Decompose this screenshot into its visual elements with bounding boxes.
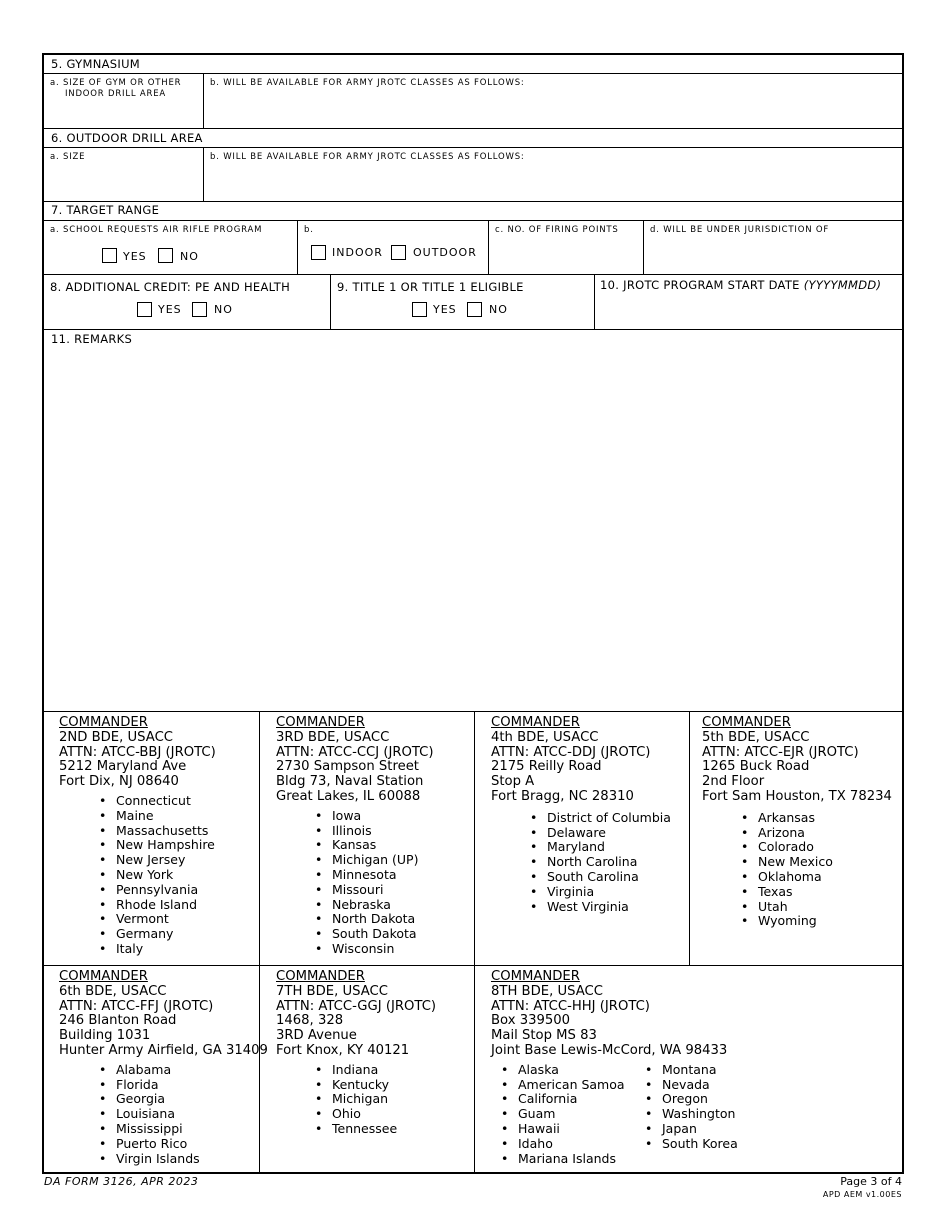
state-item: • Mississippi xyxy=(99,1122,268,1137)
commander-7th-bde xyxy=(260,966,475,1172)
state-list-secondary xyxy=(645,1063,738,1152)
state-item: • Connecticut xyxy=(99,794,216,809)
address-line: Bldg 73, Naval Station xyxy=(276,774,424,790)
state-item: • Minnesota xyxy=(315,868,434,883)
state-item: • Virginia xyxy=(530,885,671,900)
credit-no-label: NO xyxy=(214,303,233,316)
address-line: 5th BDE, USACC xyxy=(702,729,810,745)
state-item: • Michigan xyxy=(315,1092,436,1107)
title1-yes-label: YES xyxy=(433,303,457,316)
state-item: • Ohio xyxy=(315,1107,436,1122)
target-range-header xyxy=(44,202,902,221)
state-item: • Indiana xyxy=(315,1063,436,1078)
remarks-title: 11. REMARKS xyxy=(51,332,133,346)
address-line: Fort Dix, NJ 08640 xyxy=(59,774,179,790)
state-item: • Virgin Islands xyxy=(99,1152,268,1167)
state-item: • Georgia xyxy=(99,1092,268,1107)
commander-heading: COMMANDER xyxy=(276,715,365,730)
target-range-title: 7. TARGET RANGE xyxy=(51,203,160,217)
state-item: • Iowa xyxy=(315,809,434,824)
state-item: • Michigan (UP) xyxy=(315,853,434,868)
air-rifle-label: a. SCHOOL REQUESTS AIR RIFLE PROGRAM xyxy=(50,225,263,235)
state-item: • Kansas xyxy=(315,838,434,853)
commander-3rd-bde xyxy=(260,712,475,965)
state-item: • New Jersey xyxy=(99,853,216,868)
address-line: 6th BDE, USACC xyxy=(59,983,167,999)
state-item: • Vermont xyxy=(99,912,216,927)
gym-availability-field[interactable] xyxy=(204,74,902,128)
state-item: • Tennessee xyxy=(315,1122,436,1137)
address-line: 3RD Avenue xyxy=(276,1028,357,1044)
address-line: 2nd Floor xyxy=(702,774,765,790)
state-item: • Rhode Island xyxy=(99,898,216,913)
state-item: • Maine xyxy=(99,809,216,824)
credit-yes-checkbox[interactable] xyxy=(137,302,152,317)
title1-label: 9. TITLE 1 OR TITLE 1 ELIGIBLE xyxy=(337,280,524,294)
state-item: • District of Columbia xyxy=(530,811,671,826)
commander-heading: COMMANDER xyxy=(702,715,791,730)
air-rifle-yes-label: YES xyxy=(123,250,147,263)
state-item: • Missouri xyxy=(315,883,434,898)
address-line: ATTN: ATCC-BBJ (JROTC) xyxy=(59,744,216,760)
state-item: • Arkansas xyxy=(741,811,892,826)
state-item: • New York xyxy=(99,868,216,883)
address-line: 2175 Reilly Road xyxy=(491,759,602,775)
state-list xyxy=(741,811,892,929)
state-item: • South Korea xyxy=(645,1137,738,1152)
address-line: 5212 Maryland Ave xyxy=(59,759,187,775)
state-list xyxy=(99,794,216,957)
commander-8th-bde xyxy=(475,966,902,1172)
outdoor-label: OUTDOOR xyxy=(413,246,477,259)
air-rifle-no-checkbox[interactable] xyxy=(158,248,173,263)
state-item: • Washington xyxy=(645,1107,738,1122)
firing-points-label: c. NO. OF FIRING POINTS xyxy=(495,225,619,235)
state-item: • Hawaii xyxy=(501,1122,625,1137)
form-identifier: DA FORM 3126, APR 2023 xyxy=(44,1175,199,1188)
state-item: • California xyxy=(501,1092,625,1107)
state-list xyxy=(530,811,671,915)
state-item: • Nebraska xyxy=(315,898,434,913)
air-rifle-yes-checkbox[interactable] xyxy=(102,248,117,263)
state-item: • Arizona xyxy=(741,826,892,841)
address-line: 3RD BDE, USACC xyxy=(276,729,390,745)
title1-no-label: NO xyxy=(489,303,508,316)
outdoor-size-label: a. SIZE xyxy=(50,152,86,162)
state-item: • Oklahoma xyxy=(741,870,892,885)
state-item: • Wyoming xyxy=(741,914,892,929)
address-line: 1468, 328 xyxy=(276,1013,344,1029)
state-item: • Wisconsin xyxy=(315,942,434,957)
start-date-field[interactable] xyxy=(595,275,902,329)
title1-no-checkbox[interactable] xyxy=(467,302,482,317)
address-line: 246 Blanton Road xyxy=(59,1013,177,1029)
indoor-checkbox[interactable] xyxy=(311,245,326,260)
state-item: • New Mexico xyxy=(741,855,892,870)
gymnasium-title: 5. GYMNASIUM xyxy=(51,57,141,71)
state-item: • Massachusetts xyxy=(99,824,216,839)
state-item: • Florida xyxy=(99,1078,268,1093)
state-item: • West Virginia xyxy=(530,900,671,915)
credit-yes-label: YES xyxy=(158,303,182,316)
address-line: ATTN: ATCC-CCJ (JROTC) xyxy=(276,744,434,760)
commanders-row-2 xyxy=(44,966,902,1172)
state-item: • Colorado xyxy=(741,840,892,855)
commander-heading: COMMANDER xyxy=(491,715,580,730)
address-line: Stop A xyxy=(491,774,535,790)
outdoor-header xyxy=(44,129,902,148)
state-list xyxy=(315,1063,436,1137)
commander-4th-bde xyxy=(475,712,690,965)
outdoor-availability-field[interactable] xyxy=(204,148,902,201)
state-item: • North Carolina xyxy=(530,855,671,870)
commander-5th-bde xyxy=(690,712,902,965)
address-line: ATTN: ATCC-EJR (JROTC) xyxy=(702,744,859,760)
state-item: • Italy xyxy=(99,942,216,957)
state-list xyxy=(315,809,434,957)
state-item: • North Dakota xyxy=(315,912,434,927)
form-page xyxy=(42,53,904,1174)
outdoor-checkbox[interactable] xyxy=(391,245,406,260)
address-line: ATTN: ATCC-GGJ (JROTC) xyxy=(276,998,437,1014)
address-line: Fort Sam Houston, TX 78234 xyxy=(702,788,892,804)
address-line: Building 1031 xyxy=(59,1028,151,1044)
gym-availability-label: b. WILL BE AVAILABLE FOR ARMY JROTC CLASSES AS FOLLOWS: xyxy=(210,78,525,88)
outdoor-availability-label: b. WILL BE AVAILABLE FOR ARMY JROTC CLASSES AS FOLLOWS: xyxy=(210,152,525,162)
remarks-field[interactable] xyxy=(44,330,902,712)
address-line: 1265 Buck Road xyxy=(702,759,810,775)
state-item: • Nevada xyxy=(645,1078,738,1093)
jurisdiction-field[interactable] xyxy=(644,221,902,274)
state-item: • Alaska xyxy=(501,1063,625,1078)
address-line: Hunter Army Airfield, GA 31409 xyxy=(59,1042,268,1058)
gymnasium-row xyxy=(44,74,902,129)
state-item: • Germany xyxy=(99,927,216,942)
credit-row xyxy=(44,275,902,330)
address-line: Great Lakes, IL 60088 xyxy=(276,788,421,804)
state-item: • Louisiana xyxy=(99,1107,268,1122)
version-label: APD AEM v1.00ES xyxy=(822,1190,902,1199)
commanders-row-1 xyxy=(44,712,902,966)
commander-2nd-bde xyxy=(44,712,260,965)
address-line: 2ND BDE, USACC xyxy=(59,729,173,745)
outdoor-row xyxy=(44,148,902,202)
state-list xyxy=(501,1063,625,1167)
commander-heading: COMMANDER xyxy=(59,715,148,730)
page-number: Page 3 of 4 xyxy=(840,1175,902,1188)
state-item: • Maryland xyxy=(530,840,671,855)
state-item: • South Dakota xyxy=(315,927,434,942)
target-range-row xyxy=(44,221,902,275)
state-item: • Illinois xyxy=(315,824,434,839)
state-item: • Kentucky xyxy=(315,1078,436,1093)
state-item: • Pennsylvania xyxy=(99,883,216,898)
title1-yes-checkbox[interactable] xyxy=(412,302,427,317)
state-item: • Delaware xyxy=(530,826,671,841)
state-item: • Puerto Rico xyxy=(99,1137,268,1152)
range-type-field xyxy=(298,221,489,274)
state-item: • Guam xyxy=(501,1107,625,1122)
additional-credit-label: 8. ADDITIONAL CREDIT: PE AND HEALTH xyxy=(50,280,291,294)
state-item: • South Carolina xyxy=(530,870,671,885)
state-item: • Idaho xyxy=(501,1137,625,1152)
state-item: • Oregon xyxy=(645,1092,738,1107)
commander-heading: COMMANDER xyxy=(276,969,365,984)
state-item: • Japan xyxy=(645,1122,738,1137)
address-line: ATTN: ATCC-FFJ (JROTC) xyxy=(59,998,214,1014)
address-line: Mail Stop MS 83 xyxy=(491,1028,597,1044)
address-line: 4th BDE, USACC xyxy=(491,729,599,745)
outdoor-title: 6. OUTDOOR DRILL AREA xyxy=(51,131,203,145)
outdoor-size-field[interactable] xyxy=(44,148,204,201)
address-line: 8TH BDE, USACC xyxy=(491,983,603,999)
address-line: 2730 Sampson Street xyxy=(276,759,419,775)
jurisdiction-label: d. WILL BE UNDER JURISDICTION OF xyxy=(650,225,830,235)
state-item: • Montana xyxy=(645,1063,738,1078)
air-rifle-no-label: NO xyxy=(180,250,199,263)
commander-6th-bde xyxy=(44,966,268,1172)
address-line: Fort Bragg, NC 28310 xyxy=(491,788,634,804)
address-line: Joint Base Lewis-McCord, WA 98433 xyxy=(491,1042,728,1058)
air-rifle-field xyxy=(44,221,298,274)
gym-size-field[interactable] xyxy=(44,74,204,128)
state-item: • Utah xyxy=(741,900,892,915)
state-item: • American Samoa xyxy=(501,1078,625,1093)
indoor-label: INDOOR xyxy=(332,246,383,259)
address-line: ATTN: ATCC-HHJ (JROTC) xyxy=(491,998,650,1014)
address-line: 7TH BDE, USACC xyxy=(276,983,388,999)
commander-heading: COMMANDER xyxy=(59,969,148,984)
additional-credit-field xyxy=(44,275,331,329)
start-date-label: 10. JROTC PROGRAM START DATE (YYYYMMDD) xyxy=(600,278,882,292)
state-item: • Texas xyxy=(741,885,892,900)
credit-no-checkbox[interactable] xyxy=(192,302,207,317)
firing-points-field[interactable] xyxy=(489,221,644,274)
gymnasium-header xyxy=(44,55,902,74)
commander-heading: COMMANDER xyxy=(491,969,580,984)
range-type-label: b. xyxy=(304,225,314,235)
state-item: • Mariana Islands xyxy=(501,1152,625,1167)
state-item: • New Hampshire xyxy=(99,838,216,853)
address-line: Box 339500 xyxy=(491,1013,571,1029)
gym-size-label: a. SIZE OF GYM OR OTHER INDOOR DRILL AREA xyxy=(50,78,182,99)
address-line: Fort Knox, KY 40121 xyxy=(276,1042,410,1058)
state-list xyxy=(99,1063,268,1167)
state-item: • Alabama xyxy=(99,1063,268,1078)
address-line: ATTN: ATCC-DDJ (JROTC) xyxy=(491,744,651,760)
title1-field xyxy=(331,275,595,329)
